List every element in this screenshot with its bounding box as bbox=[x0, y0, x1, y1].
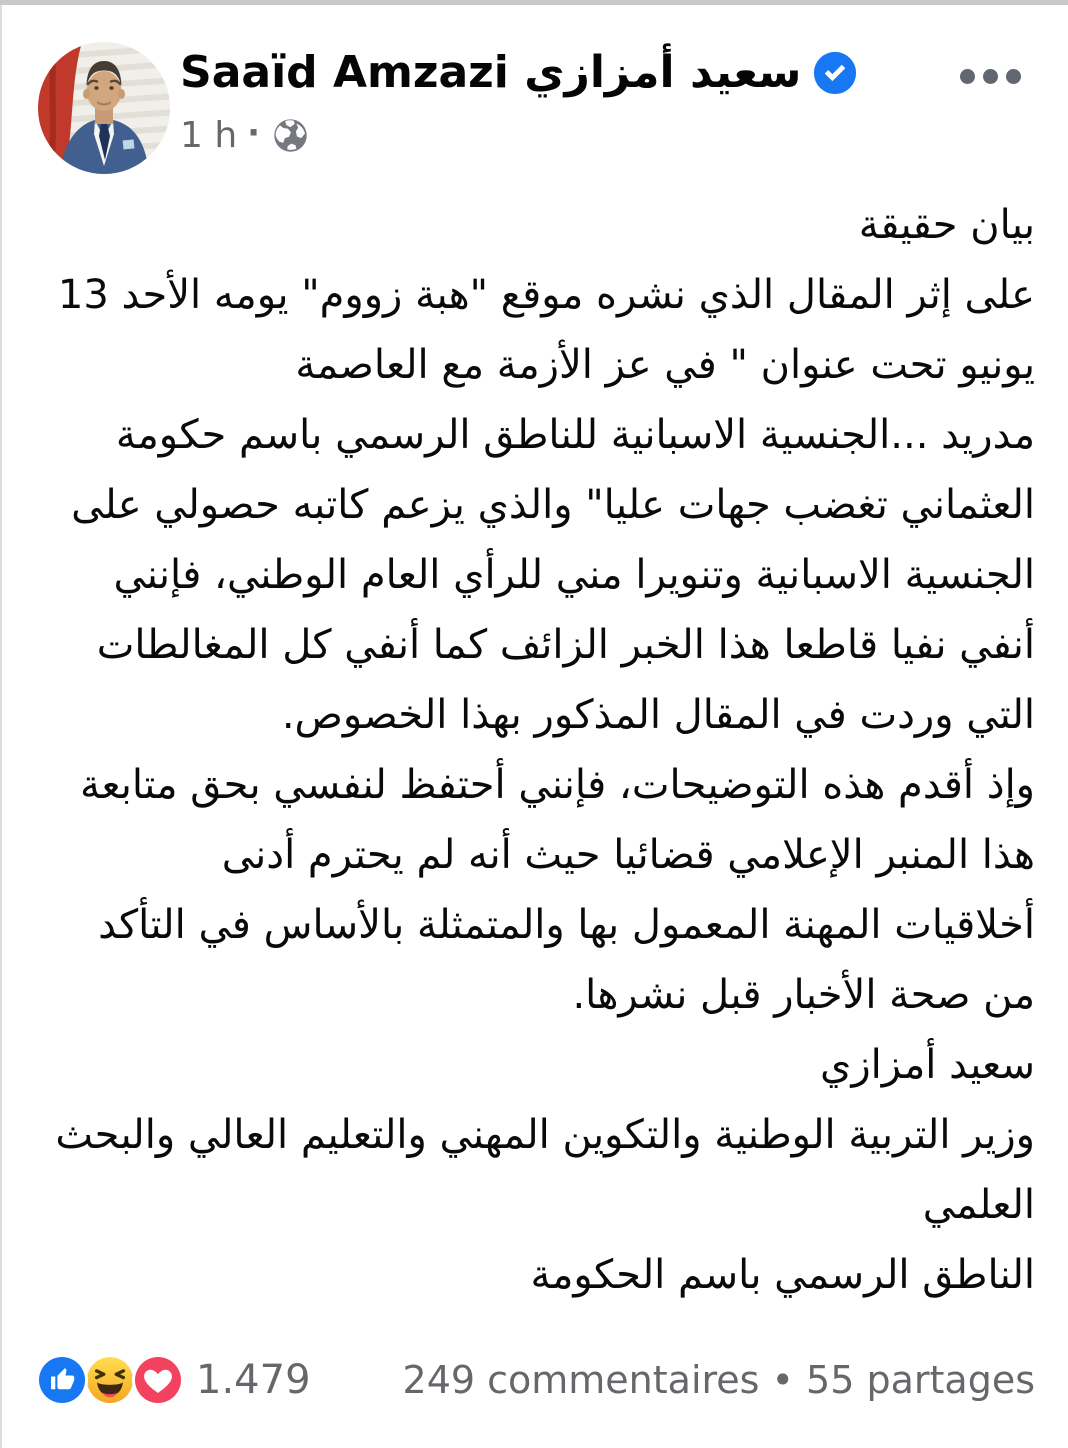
post-body-line: أخلاقيات المهنة المعمول بها والمتمثلة بالأساس في التأكد bbox=[98, 902, 1035, 948]
author-name[interactable]: Saaïd Amzazi سعيد أمزازي bbox=[180, 47, 802, 98]
post-body-line: الجنسية الاسبانية وتنويرا مني للرأي العام الوطني، فإنني bbox=[113, 552, 1035, 598]
post-body-line: هذا المنبر الإعلامي قضائيا حيث أنه لم يحترم أدنى bbox=[221, 832, 1035, 878]
love-reaction-icon[interactable] bbox=[132, 1354, 184, 1406]
like-thumb-glyph bbox=[39, 1357, 85, 1403]
timestamp[interactable]: 1 h bbox=[180, 114, 238, 156]
more-dot bbox=[983, 69, 998, 84]
post-body-line: وإذ أقدم هذه التوضيحات، فإنني أحتفظ لنفسي بحق متابعة bbox=[80, 762, 1035, 808]
meta-separator: · bbox=[247, 113, 261, 153]
screen-left-edge bbox=[0, 5, 2, 1448]
post-body-line: أنفي نفيا قاطعا هذا الخبر الزائف كما أنفي كل المغالطات bbox=[96, 622, 1035, 668]
post-body-line: بيان حقيقة bbox=[858, 202, 1035, 248]
more-dot bbox=[960, 69, 975, 84]
post-meta bbox=[180, 112, 309, 158]
public-globe-icon bbox=[272, 117, 309, 154]
post-body-line: العثماني تغضب جهات عليا" والذي يزعم كاتبه حصولي على bbox=[71, 482, 1035, 528]
screen-top-divider bbox=[0, 0, 1068, 5]
post-body-line: سعيد أمزازي bbox=[820, 1042, 1035, 1088]
reaction-count[interactable]: 1.479 bbox=[196, 1357, 311, 1403]
like-reaction-icon[interactable] bbox=[36, 1354, 88, 1406]
post-body bbox=[33, 190, 1035, 1310]
post-body-line: العلمي bbox=[922, 1182, 1035, 1228]
love-heart-glyph bbox=[135, 1357, 181, 1403]
reactions-summary[interactable] bbox=[36, 1354, 311, 1406]
post-footer bbox=[36, 1350, 1035, 1410]
post-body-line: على إثر المقال الذي نشره موقع "هبة زووم" يومه الأحد 13 bbox=[57, 272, 1035, 318]
avatar[interactable] bbox=[38, 42, 170, 174]
post-body-line: مدريد ...الجنسية الاسبانية للناطق الرسمي باسم حكومة bbox=[115, 412, 1035, 458]
post-header bbox=[38, 40, 1038, 176]
post-body-line: وزير التربية الوطنية والتكوين المهني والتعليم العالي والبحث bbox=[55, 1112, 1035, 1158]
comments-shares-link[interactable]: 249 commentaires • 55 partages bbox=[402, 1358, 1035, 1402]
post-body-line: الناطق الرسمي باسم الحكومة bbox=[530, 1252, 1035, 1298]
post-body-line: من صحة الأخبار قبل نشرها. bbox=[572, 972, 1035, 1018]
more-options-icon[interactable] bbox=[954, 54, 1026, 98]
haha-face-glyph bbox=[87, 1357, 133, 1403]
haha-reaction-icon[interactable] bbox=[84, 1354, 136, 1406]
author-row bbox=[180, 44, 857, 102]
more-dot bbox=[1006, 69, 1021, 84]
post-body-line: التي وردت في المقال المذكور بهذا الخصوص. bbox=[281, 692, 1035, 738]
avatar-photo bbox=[38, 42, 170, 174]
post-body-line: يونيو تحت عنوان " في عز الأزمة مع العاصمة bbox=[295, 342, 1035, 388]
verified-badge-icon bbox=[813, 51, 857, 95]
